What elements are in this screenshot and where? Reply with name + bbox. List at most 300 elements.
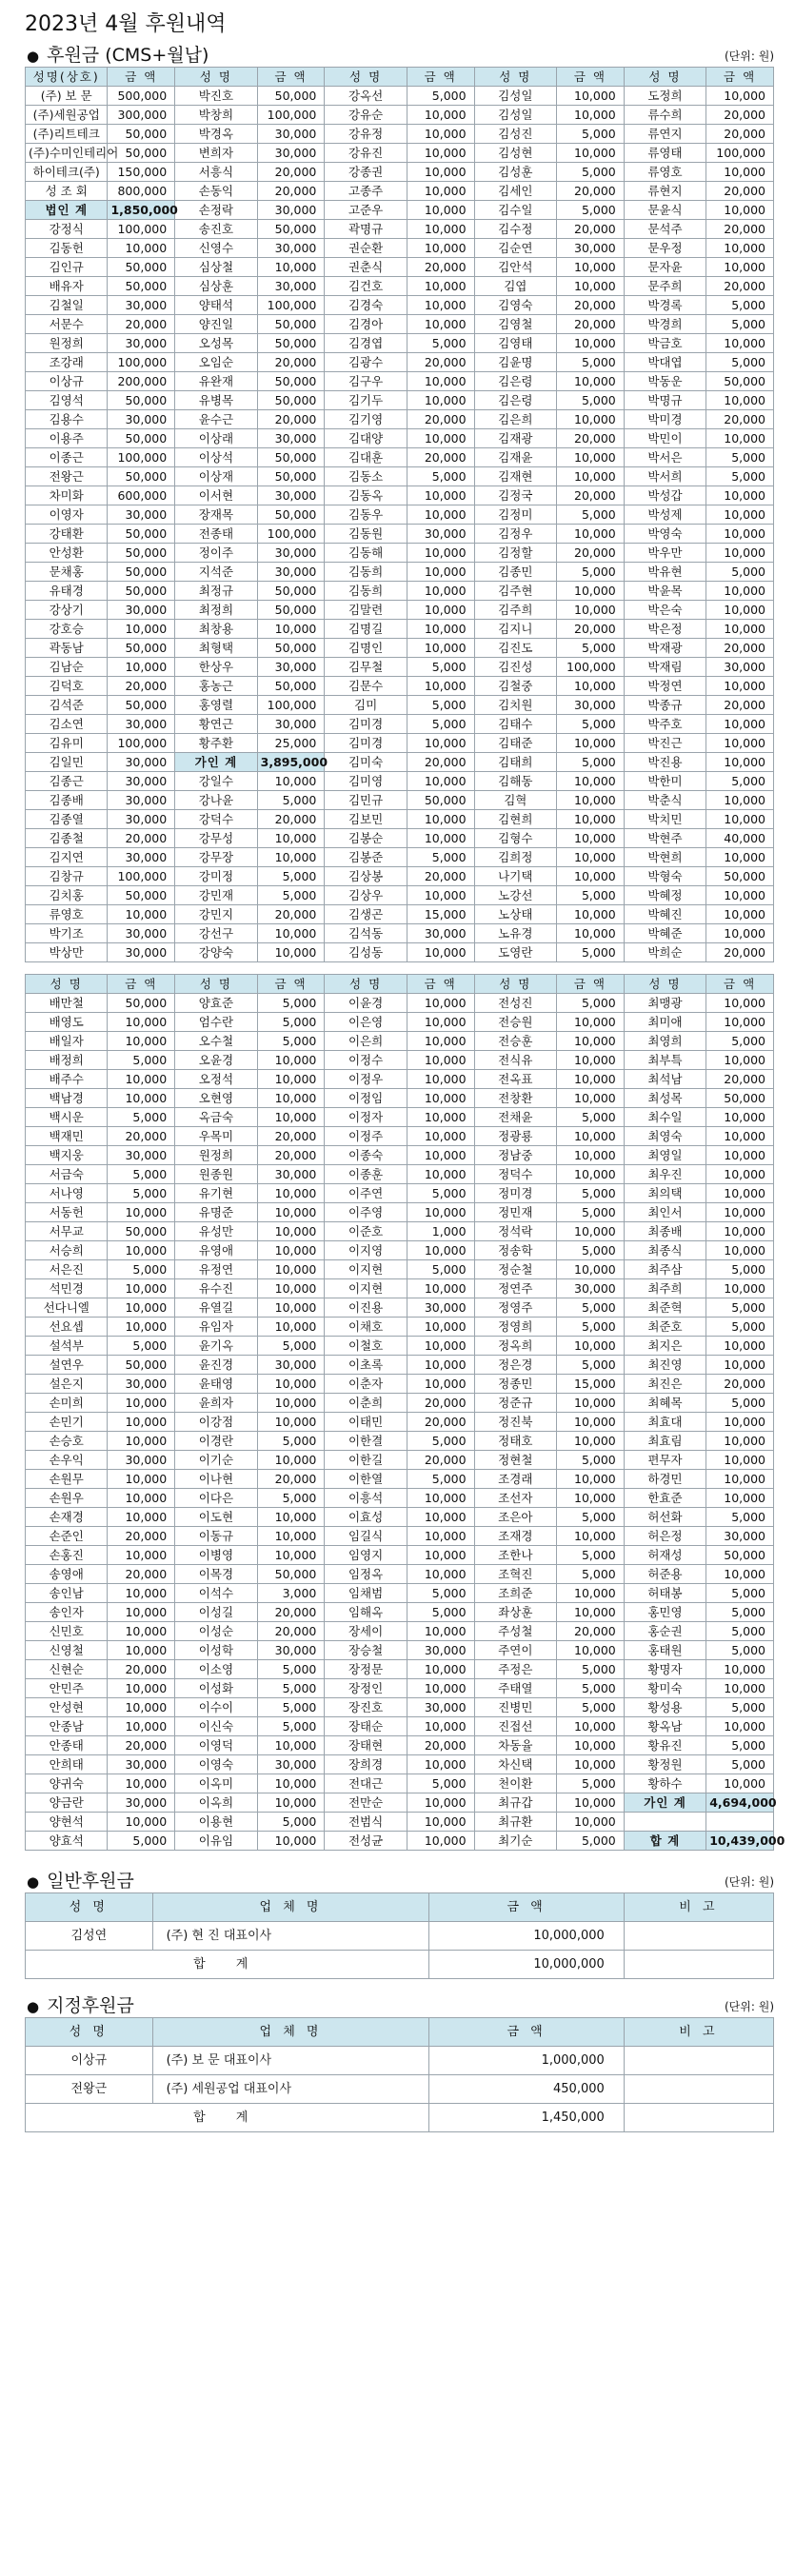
donor-name: 곽명규: [325, 220, 407, 239]
donor-name: 손승호: [26, 1432, 108, 1451]
donor-name: 문채홍: [26, 563, 108, 582]
donation-amount: 50,000: [257, 601, 325, 620]
donor-name: 박혜준: [624, 924, 706, 943]
table-row: [26, 544, 774, 563]
donor-name: 최진영: [624, 1356, 706, 1375]
donor-name: 안민주: [26, 1679, 108, 1698]
table-row: [26, 1813, 774, 1832]
donation-amount: 20,000: [108, 1127, 175, 1146]
donor-name: 양귀숙: [26, 1774, 108, 1793]
donor-name: 신민호: [26, 1622, 108, 1641]
donor-name: 이옥희: [175, 1793, 257, 1813]
donor-name: 박현주: [624, 829, 706, 848]
donation-amount: 5,000: [706, 1508, 774, 1527]
table-row: [26, 1146, 774, 1165]
donor-name: 정남중: [474, 1146, 556, 1165]
donor-name: 박기조: [26, 924, 108, 943]
table-row: [26, 182, 774, 201]
subtotal-amount: 1,850,000: [108, 201, 175, 220]
donor-name: 이지현: [325, 1279, 407, 1298]
donor-name: 허선화: [624, 1508, 706, 1527]
donation-amount: 50,000: [108, 1222, 175, 1241]
donor-name: 이영숙: [175, 1755, 257, 1774]
donation-amount: 10,000: [407, 220, 474, 239]
donor-name: 최영희: [624, 1032, 706, 1051]
donor-name: 장세이: [325, 1622, 407, 1641]
donation-amount: 20,000: [557, 429, 625, 448]
table-row: [26, 829, 774, 848]
donor-name: 강선구: [175, 924, 257, 943]
donation-amount: 500,000: [108, 87, 175, 106]
donation-amount: 10,000: [407, 1127, 474, 1146]
table-row: [26, 201, 774, 220]
table-row: [26, 1508, 774, 1527]
donation-amount: 5,000: [557, 715, 625, 734]
column-header: 금 액: [407, 68, 474, 87]
donor-name: 홍민영: [624, 1603, 706, 1622]
column-header: 금 액: [108, 68, 175, 87]
donor-name: 문윤식: [624, 201, 706, 220]
donor-name: 이옥미: [175, 1774, 257, 1793]
donor-name: 이지영: [325, 1241, 407, 1260]
donation-amount: 30,000: [108, 924, 175, 943]
table-row: [26, 410, 774, 429]
subtotal-label: 합 계: [624, 1832, 706, 1851]
cms-donation-table-1: [25, 67, 774, 962]
donation-amount: 10,000: [407, 106, 474, 125]
donor-name: 김봉준: [325, 848, 407, 867]
donation-amount: 50,000: [108, 277, 175, 296]
donation-amount: 10,000: [407, 1165, 474, 1184]
donor-name: 전옥표: [474, 1070, 556, 1089]
donation-amount: 10,000: [108, 1584, 175, 1603]
donation-amount: 10,000: [257, 1832, 325, 1851]
donation-amount: 30,000: [257, 125, 325, 144]
donor-name: 장희경: [325, 1755, 407, 1774]
donation-amount: 10,000: [407, 772, 474, 791]
donor-name: 최수일: [624, 1108, 706, 1127]
column-header: 성 명: [624, 68, 706, 87]
donation-amount: 10,000: [557, 1070, 625, 1089]
donation-amount: 10,000: [108, 1394, 175, 1413]
donor-name: 이수이: [175, 1698, 257, 1717]
designated-section-header: [25, 1979, 774, 2017]
donor-name: 양태석: [175, 296, 257, 315]
donor-name: 노상태: [474, 905, 556, 924]
donor-name: 최석남: [624, 1070, 706, 1089]
donor-name: 김주현: [474, 582, 556, 601]
table-row: [26, 639, 774, 658]
donation-amount: 20,000: [108, 1660, 175, 1679]
donor-name: 한효준: [624, 1489, 706, 1508]
donation-amount: 10,000: [706, 1184, 774, 1203]
donor-name: 이영덕: [175, 1736, 257, 1755]
donation-amount: 100,000: [108, 220, 175, 239]
donation-amount: 20,000: [108, 315, 175, 334]
donor-name: 박경희: [624, 315, 706, 334]
donation-amount: 10,000: [257, 1736, 325, 1755]
donor-name: 김재현: [474, 467, 556, 486]
table-row: [26, 1013, 774, 1032]
donation-amount: 30,000: [108, 810, 175, 829]
donation-amount: 10,000: [407, 1717, 474, 1736]
table-row: [26, 1089, 774, 1108]
donation-amount: 50,000: [257, 639, 325, 658]
donation-amount: 10,000: [108, 1508, 175, 1527]
donation-amount: 5,000: [706, 1584, 774, 1603]
total-label: 합 계: [26, 1951, 429, 1979]
donation-amount: 5,000: [407, 658, 474, 677]
column-header: 금 액: [429, 2018, 624, 2047]
donation-amount: 5,000: [706, 1603, 774, 1622]
donor-name: 김기영: [325, 410, 407, 429]
donor-name: 박혜정: [624, 886, 706, 905]
donor-name: 김동옥: [325, 486, 407, 505]
donation-amount: 10,000: [557, 1470, 625, 1489]
donor-name: 이윤경: [325, 994, 407, 1013]
donor-name: 백시운: [26, 1108, 108, 1127]
donation-amount: 10,000: [557, 1793, 625, 1813]
donor-name: 이상재: [175, 467, 257, 486]
donor-name: 박서은: [624, 448, 706, 467]
donor-name: 백지웅: [26, 1146, 108, 1165]
donor-name: 송영애: [26, 1565, 108, 1584]
donation-amount: 10,000: [557, 867, 625, 886]
donation-amount: 10,000: [407, 1013, 474, 1032]
donor-name: 전식유: [474, 1051, 556, 1070]
donation-amount: 10,000: [706, 886, 774, 905]
donor-name: 이서현: [175, 486, 257, 505]
donation-amount: 5,000: [407, 1432, 474, 1451]
donation-amount: 50,000: [257, 391, 325, 410]
donation-amount: 10,000: [706, 391, 774, 410]
donation-amount: 50,000: [257, 87, 325, 106]
donation-amount: 10,000: [108, 1432, 175, 1451]
donor-name: 윤진경: [175, 1356, 257, 1375]
donation-amount: 10,000: [407, 1146, 474, 1165]
column-header: 비 고: [624, 1893, 773, 1922]
donor-name: 박경옥: [175, 125, 257, 144]
donor-name: 황성용: [624, 1698, 706, 1717]
donor-name: 손원우: [26, 1489, 108, 1508]
donor-name: 김명인: [325, 639, 407, 658]
donor-name: 주태열: [474, 1679, 556, 1698]
donation-amount: 5,000: [557, 1679, 625, 1698]
donor-name: 강호승: [26, 620, 108, 639]
donor-name: 전종태: [175, 525, 257, 544]
donation-amount: 10,000: [257, 620, 325, 639]
table-row: [26, 258, 774, 277]
total-label: 합 계: [26, 2104, 429, 2132]
donation-amount: 10,000: [108, 1413, 175, 1432]
donation-amount: 100,000: [257, 696, 325, 715]
donation-amount: 10,000: [407, 1279, 474, 1298]
donor-name: 이신숙: [175, 1717, 257, 1736]
donation-amount: 10,000: [557, 1736, 625, 1755]
donor-name: 김지니: [474, 620, 556, 639]
donation-amount: 10,000: [407, 277, 474, 296]
donation-amount: 5,000: [557, 1298, 625, 1318]
donor-name: 김재윤: [474, 448, 556, 467]
donation-amount: 10,000: [108, 1241, 175, 1260]
donation-amount: 1,000: [407, 1222, 474, 1241]
donation-amount: 5,000: [706, 1622, 774, 1641]
donation-amount: 10,000: [557, 734, 625, 753]
donor-name: 이상규: [26, 372, 108, 391]
donor-name: 이상래: [175, 429, 257, 448]
donation-amount: 30,000: [257, 144, 325, 163]
donation-amount: 10,000: [407, 125, 474, 144]
donor-name: 심상철: [175, 258, 257, 277]
table-row: [26, 220, 774, 239]
donation-amount: 20,000: [407, 353, 474, 372]
donation-amount: 20,000: [108, 1527, 175, 1546]
table-row: [26, 448, 774, 467]
donation-amount: 100,000: [706, 144, 774, 163]
donor-name: 김성일: [474, 106, 556, 125]
donor-name: 김경아: [325, 315, 407, 334]
donor-name: 유기현: [175, 1184, 257, 1203]
donor-name: 최혜목: [624, 1394, 706, 1413]
donor-name: 이목경: [175, 1565, 257, 1584]
donation-amount: 30,000: [257, 715, 325, 734]
donor-name: 최지은: [624, 1337, 706, 1356]
donor-name: 박서희: [624, 467, 706, 486]
donation-amount: 50,000: [706, 867, 774, 886]
donation-amount: 10,000: [557, 677, 625, 696]
donation-amount: 10,000: [706, 1470, 774, 1489]
donation-amount: 50,000: [108, 563, 175, 582]
donor-name: 오현영: [175, 1089, 257, 1108]
donor-name: 김지연: [26, 848, 108, 867]
donation-amount: 10,000: [407, 1318, 474, 1337]
donation-amount: 20,000: [407, 1394, 474, 1413]
table-row: [26, 1222, 774, 1241]
donor-name: 최종식: [624, 1241, 706, 1260]
donation-amount: 10,000: [407, 1660, 474, 1679]
table-row: [26, 1603, 774, 1622]
table-row: [26, 994, 774, 1013]
donation-amount: 10,000: [557, 1051, 625, 1070]
donation-amount: 10,000: [257, 1260, 325, 1279]
column-header: 성 명: [325, 975, 407, 994]
donation-amount: 30,000: [257, 239, 325, 258]
donor-name: 전왕근: [26, 467, 108, 486]
donation-amount: 10,000: [706, 1146, 774, 1165]
donation-amount: 30,000: [108, 1755, 175, 1774]
donor-name: 김형수: [474, 829, 556, 848]
column-header: 성명(상호): [26, 68, 108, 87]
table-row: [26, 334, 774, 353]
donation-amount: 5,000: [257, 886, 325, 905]
donor-name: (주)세원공업: [26, 106, 108, 125]
donation-amount: 10,000: [108, 1603, 175, 1622]
donor-name: 이성길: [175, 1603, 257, 1622]
donation-amount: 20,000: [557, 315, 625, 334]
donation-amount: 10,000: [407, 505, 474, 525]
donor-name: 윤기옥: [175, 1337, 257, 1356]
donor-name: 박우만: [624, 544, 706, 563]
donor-name: 김종민: [474, 563, 556, 582]
donor-name: 이진용: [325, 1298, 407, 1318]
donor-name: 이상석: [175, 448, 257, 467]
donation-amount: 50,000: [257, 467, 325, 486]
donation-amount: 5,000: [706, 448, 774, 467]
donor-name: 최정규: [175, 582, 257, 601]
donation-amount: 10,000: [407, 144, 474, 163]
donation-amount: 10,000: [108, 1089, 175, 1108]
donor-name: 최기순: [474, 1832, 556, 1851]
donor-name: 김은희: [474, 410, 556, 429]
donor-name: 홍농근: [175, 677, 257, 696]
donor-name: 손민기: [26, 1413, 108, 1432]
donor-name: 황옥남: [624, 1717, 706, 1736]
donor-name: 김민규: [325, 791, 407, 810]
donor-name: 강일수: [175, 772, 257, 791]
donor-name: 김재광: [474, 429, 556, 448]
donation-amount: 10,000: [706, 1679, 774, 1698]
donation-amount: 10,000: [108, 1717, 175, 1736]
table-row: [26, 1413, 774, 1432]
donation-amount: 30,000: [257, 658, 325, 677]
donation-amount: 10,000: [407, 544, 474, 563]
donation-amount: 10,000: [706, 1127, 774, 1146]
donor-name: 신영철: [26, 1641, 108, 1660]
donation-amount: 10,000: [557, 1755, 625, 1774]
donor-name: 윤수근: [175, 410, 257, 429]
total-amount: 10,000,000: [429, 1951, 624, 1979]
donor-name: 허태봉: [624, 1584, 706, 1603]
donation-amount: 800,000: [108, 182, 175, 201]
donation-amount: 20,000: [257, 353, 325, 372]
donor-name: 김덕호: [26, 677, 108, 696]
donation-amount: 10,000: [557, 1222, 625, 1241]
donor-name: 석민경: [26, 1279, 108, 1298]
donation-amount: 10,000: [108, 1813, 175, 1832]
donation-amount: 10,000: [706, 924, 774, 943]
donor-name: 홍순권: [624, 1622, 706, 1641]
table-row: [26, 1774, 774, 1793]
donor-name: 임영지: [325, 1546, 407, 1565]
donation-amount: 5,000: [407, 1584, 474, 1603]
donation-amount: 50,000: [257, 582, 325, 601]
donation-amount: 10,000: [108, 1298, 175, 1318]
donor-name: 엄수란: [175, 1013, 257, 1032]
donation-amount: 150,000: [108, 163, 175, 182]
table-row: [26, 734, 774, 753]
donor-name: 배주수: [26, 1070, 108, 1089]
donation-amount: 10,000: [407, 1032, 474, 1051]
donor-name: 조혁진: [474, 1565, 556, 1584]
table-row: [26, 1337, 774, 1356]
donation-amount: 5,000: [557, 1203, 625, 1222]
donation-amount: 50,000: [108, 886, 175, 905]
donor-name: 최성목: [624, 1089, 706, 1108]
donor-name: 주연이: [474, 1641, 556, 1660]
donor-name: 김경숙: [325, 296, 407, 315]
donation-amount: 10,000: [257, 1546, 325, 1565]
donor-name: 최효림: [624, 1432, 706, 1451]
table-row: [26, 1260, 774, 1279]
donor-name: 류수희: [624, 106, 706, 125]
donation-amount: 5,000: [557, 563, 625, 582]
donation-amount: 10,000: [108, 1489, 175, 1508]
donation-amount: 10,000: [257, 848, 325, 867]
donation-amount: 10,000: [407, 734, 474, 753]
donor-name: 이영자: [26, 505, 108, 525]
donor-name: 김태준: [474, 734, 556, 753]
table-row: [26, 1279, 774, 1298]
donor-name: 김구우: [325, 372, 407, 391]
donor-name: 이유임: [175, 1832, 257, 1851]
column-header: 성 명: [474, 68, 556, 87]
table-row: [26, 1698, 774, 1717]
donor-name: 도정희: [624, 87, 706, 106]
donation-amount: 10,000: [407, 1241, 474, 1260]
donation-amount: 5,000: [108, 1184, 175, 1203]
table-row: [26, 696, 774, 715]
donor-name: 정영주: [474, 1298, 556, 1318]
donor-name: 류영호: [624, 163, 706, 182]
donation-amount: 1,000,000: [429, 2047, 624, 2075]
donation-amount: 10,000: [706, 1774, 774, 1793]
donor-name: 손원무: [26, 1470, 108, 1489]
donor-name: 차동율: [474, 1736, 556, 1755]
donation-amount: 5,000: [407, 715, 474, 734]
donation-amount: 30,000: [108, 1793, 175, 1813]
donor-name: 최맹광: [624, 994, 706, 1013]
donor-name: 우목미: [175, 1127, 257, 1146]
donor-name: 김철일: [26, 296, 108, 315]
donor-name: 김미: [325, 696, 407, 715]
donation-amount: 10,000: [407, 315, 474, 334]
donor-name: 유명준: [175, 1203, 257, 1222]
donation-amount: 300,000: [108, 106, 175, 125]
donation-amount: 5,000: [557, 163, 625, 182]
donor-name: 황유진: [624, 1736, 706, 1755]
donation-amount: 20,000: [706, 220, 774, 239]
donation-amount: 20,000: [407, 258, 474, 277]
donor-name: 박치민: [624, 810, 706, 829]
column-header: 금 액: [407, 975, 474, 994]
donor-name: 김상봉: [325, 867, 407, 886]
donor-name: 이지현: [325, 1260, 407, 1279]
donor-name: 김정우: [474, 525, 556, 544]
table-row: [26, 429, 774, 448]
donation-amount: 100,000: [257, 525, 325, 544]
table-row: [26, 1165, 774, 1184]
table-row: [26, 1127, 774, 1146]
bullet-icon: ●: [27, 1998, 40, 2015]
donation-amount: 5,000: [557, 1832, 625, 1851]
table-row: [26, 144, 774, 163]
donor-name: 김생곤: [325, 905, 407, 924]
donor-name: 김영석: [26, 391, 108, 410]
table-row: [26, 677, 774, 696]
donation-amount: 10,000: [557, 1413, 625, 1432]
donation-amount: 30,000: [108, 1451, 175, 1470]
donor-name: 오수철: [175, 1032, 257, 1051]
donation-amount: 10,000: [706, 505, 774, 525]
donor-name: 정준규: [474, 1394, 556, 1413]
table-row: [26, 353, 774, 372]
donor-name: 최영일: [624, 1146, 706, 1165]
donor-name: 황명자: [624, 1660, 706, 1679]
donation-amount: 10,000: [557, 1146, 625, 1165]
donor-name: 정진북: [474, 1413, 556, 1432]
column-header: 금 액: [557, 975, 625, 994]
donor-name: 장태순: [325, 1717, 407, 1736]
